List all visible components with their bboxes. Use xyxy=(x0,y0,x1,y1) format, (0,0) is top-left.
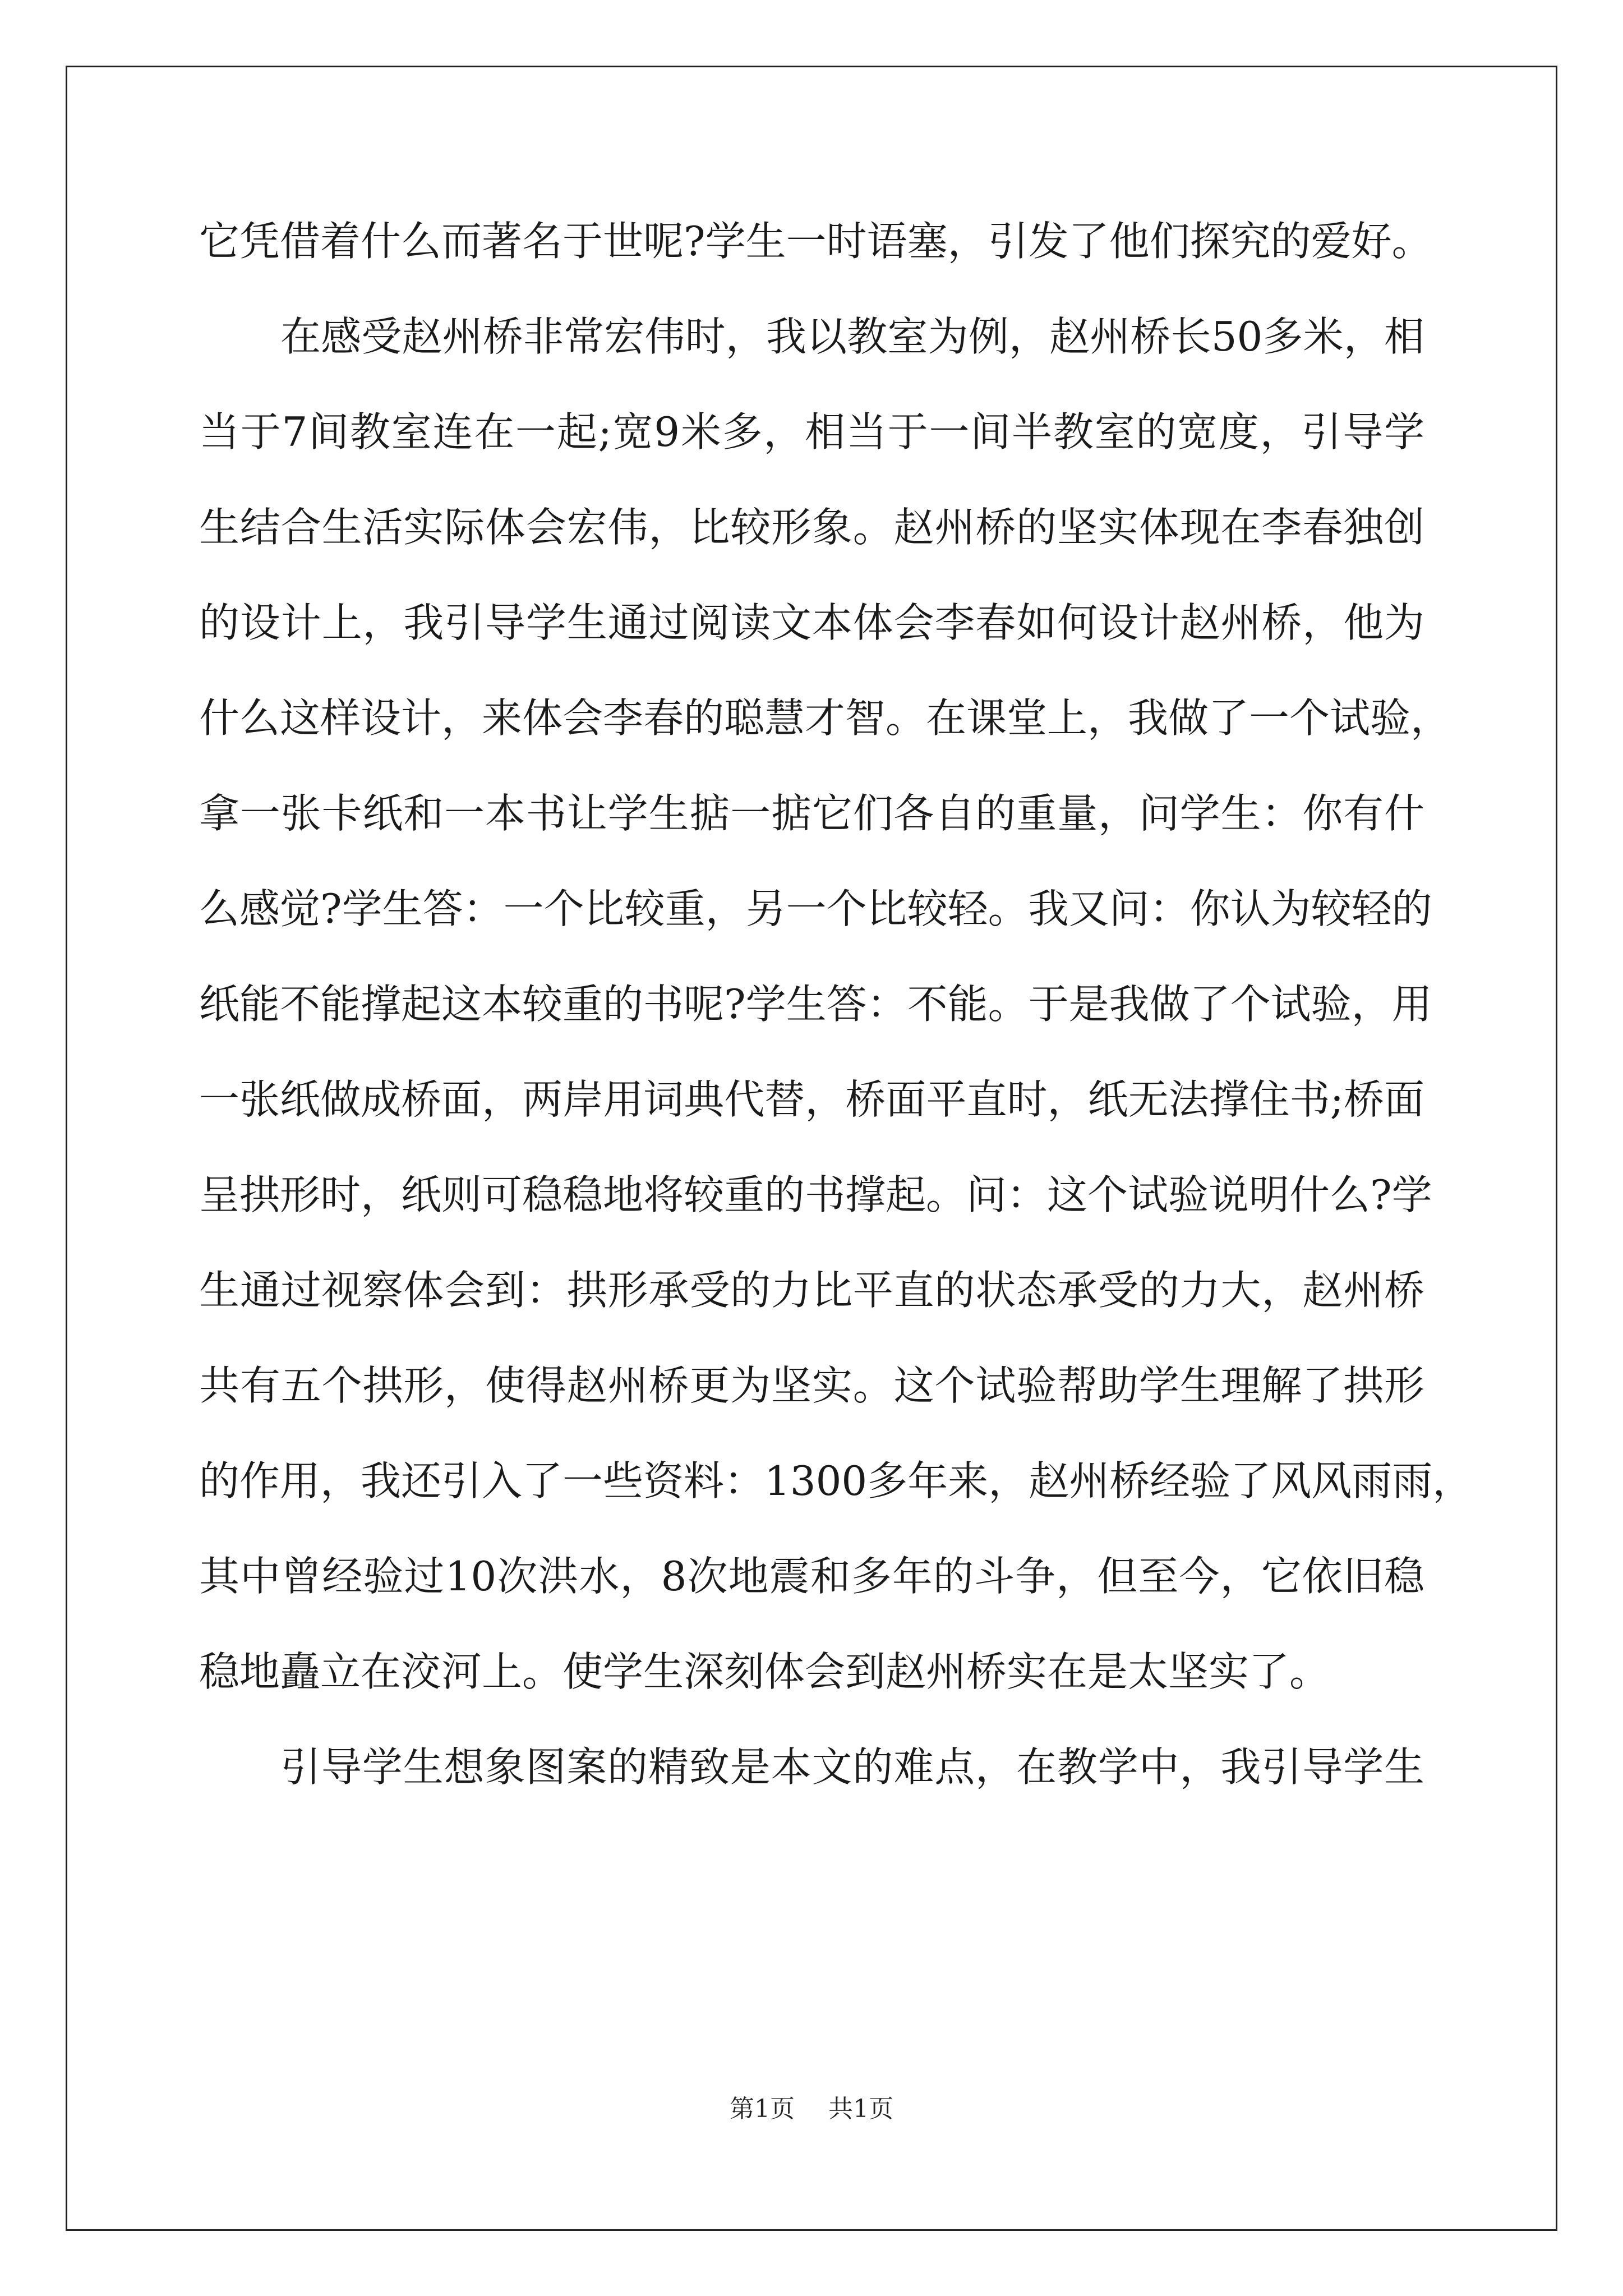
text-line: 稳地矗立在洨河上。使学生深刻体会到赵州桥实在是太坚实了。 xyxy=(199,1648,1330,1695)
text-line: 生通过视察体会到：拱形承受的力比平直的状态承受的力大，赵州桥 xyxy=(199,1267,1424,1314)
text-line: 生结合生活实际体会宏伟，比较形象。赵州桥的坚实体现在李春独创 xyxy=(199,504,1424,551)
text-line: 它凭借着什么而著名于世呢?学生一时语塞，引发了他们探究的爱好。 xyxy=(199,218,1432,265)
text-line: 引导学生想象图案的精致是本文的难点，在教学中，我引导学生 xyxy=(280,1743,1424,1791)
text-line: 什么这样设计，来体会李春的聪慧才智。在课堂上，我做了一个试验， xyxy=(199,694,1451,742)
text-line: 其中曾经验过10次洪水，8次地震和多年的斗争，但至今，它依旧稳 xyxy=(199,1553,1424,1600)
text-line: 当于7间教室连在一起;宽9米多，相当于一间半教室的宽度，引导学 xyxy=(199,408,1424,455)
page-total: 共1页 xyxy=(828,2095,893,2123)
text-line: 纸能不能撑起这本较重的书呢?学生答：不能。于是我做了个试验，用 xyxy=(199,981,1432,1028)
text-line: 么感觉?学生答：一个比较重，另一个比较轻。我又问：你认为较轻的 xyxy=(199,885,1432,932)
text-line: 在感受赵州桥非常宏伟时，我以教室为例，赵州桥长50多米，相 xyxy=(280,313,1424,360)
text-line: 拿一张卡纸和一本书让学生掂一掂它们各自的重量，问学生：你有什 xyxy=(199,790,1424,837)
page-number: 第1页 xyxy=(730,2095,795,2123)
text-line: 呈拱形时，纸则可稳稳地将较重的书撑起。问：这个试验说明什么?学 xyxy=(199,1171,1432,1218)
text-line: 的作用，我还引入了一些资料：1300多年来，赵州桥经验了风风雨雨， xyxy=(199,1457,1473,1504)
page-border xyxy=(66,66,1557,2231)
text-line: 共有五个拱形，使得赵州桥更为坚实。这个试验帮助学生理解了拱形 xyxy=(199,1362,1424,1409)
text-line: 一张纸做成桥面，两岸用词典代替，桥面平直时，纸无法撑住书;桥面 xyxy=(199,1076,1424,1123)
text-line: 的设计上，我引导学生通过阅读文本体会李春如何设计赵州桥，他为 xyxy=(199,599,1424,646)
page-footer xyxy=(0,2092,1623,2126)
